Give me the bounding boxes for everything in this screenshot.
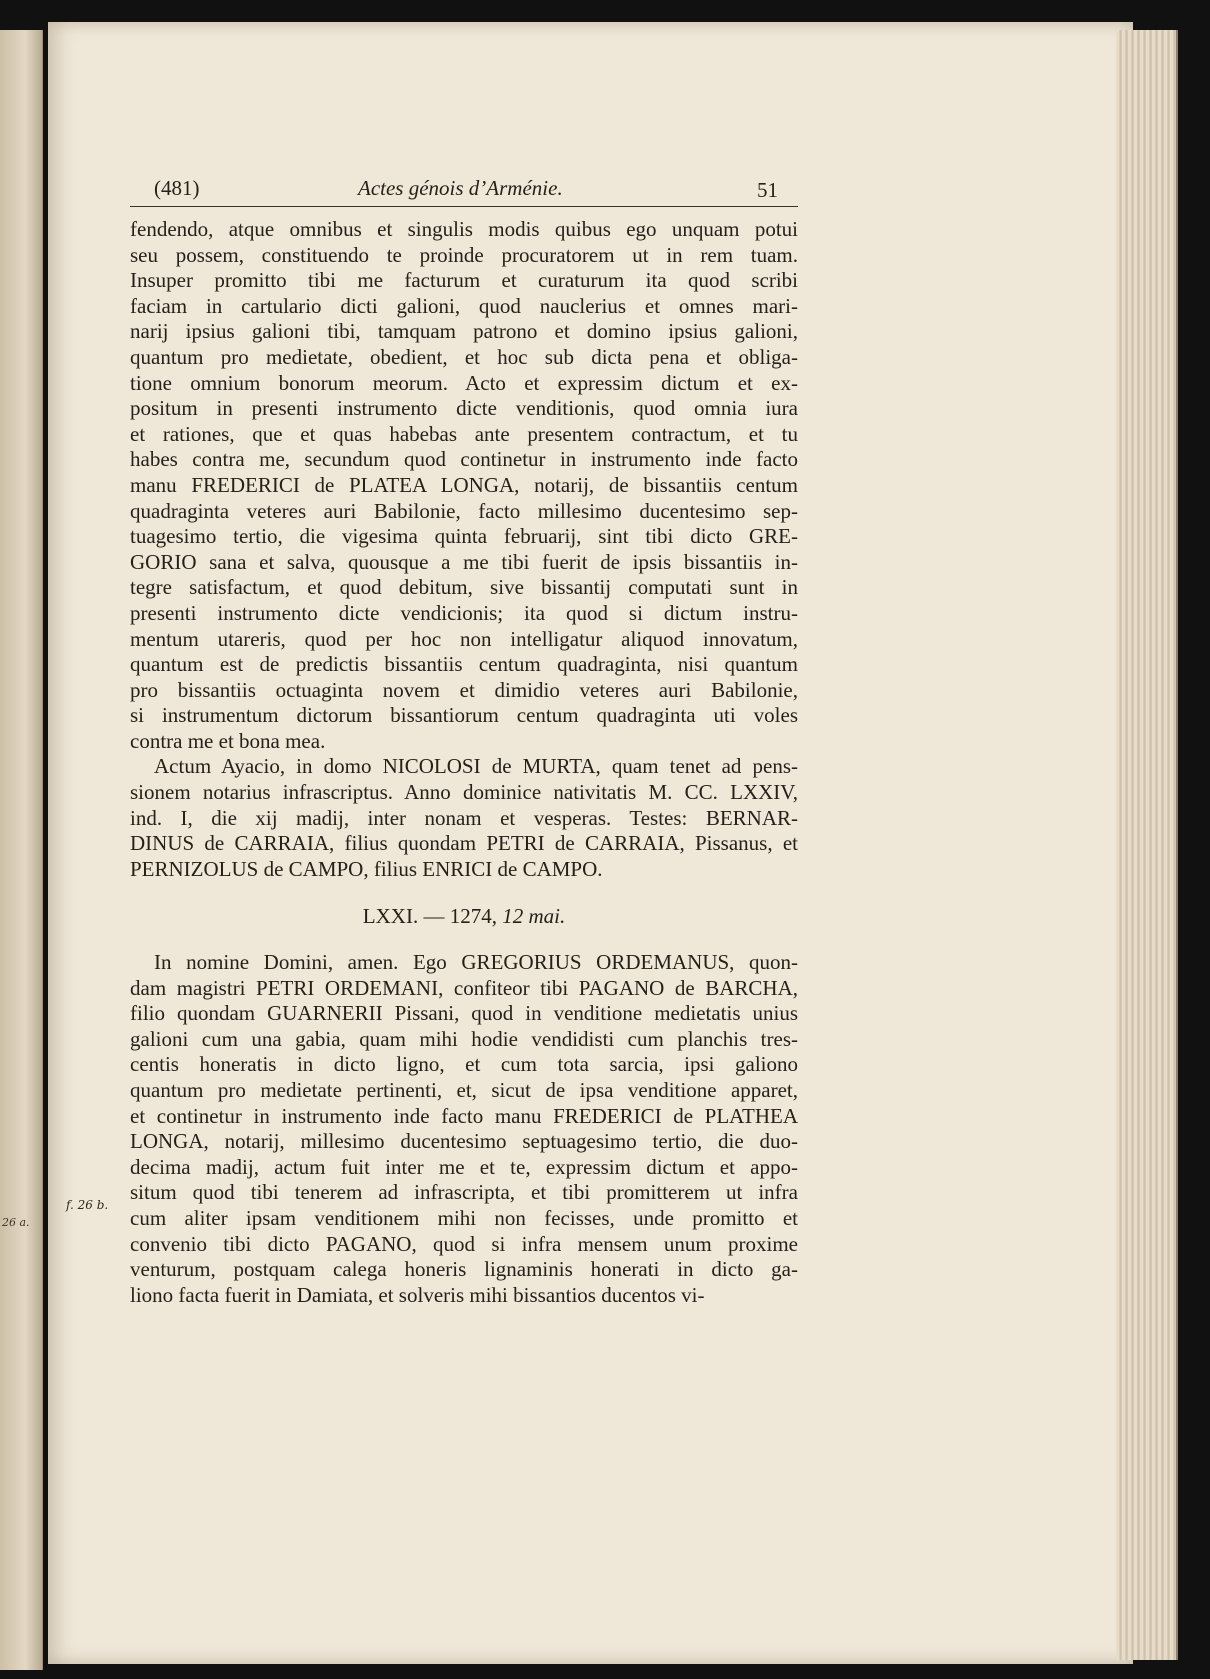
text-line: dam magistri PETRI ORDEMANI, confiteor tibi PAGANO de BARCHA, (130, 975, 798, 1000)
page-content (130, 170, 798, 1308)
text-line: narij ipsius galioni tibi, tamquam patrono et domino ipsius galioni, (130, 319, 798, 344)
text-line: seu possem, constituendo te proinde procuratorem ut in rem tuam. (130, 242, 798, 267)
left-page-margin-note: 26 a. (2, 1216, 30, 1229)
text-line: GORIO sana et salva, quousque a me tibi fuerit de ipsis bissantiis in- (130, 549, 798, 574)
text-line: habes contra me, secundum quod continetur in instrumento inde facto (130, 447, 798, 472)
text-line: In nomine Domini, amen. Ego GREGORIUS ORDEMANUS, quon- (154, 950, 798, 975)
running-title: Actes génois d’Arménie. (358, 176, 563, 200)
text-line: convenio tibi dicto PAGANO, quod si infra mensem unum proxime (130, 1231, 798, 1256)
text-line: tuagesimo tertio, die vigesima quinta februarij, sint tibi dicto GRE- (130, 524, 798, 549)
text-line: quadraginta veteres auri Babilonie, facto millesimo ducentesimo sep- (130, 498, 798, 523)
text-line: positum in presenti instrumento dicte venditionis, quod omnia iura (130, 396, 798, 421)
body-text (130, 217, 798, 1308)
text-line: Insuper promitto tibi me facturum et curaturum ita quod scribi (130, 268, 798, 293)
section-year: 1274, (449, 904, 497, 929)
text-line: decima madij, actum fuit inter me et te, expressim dictum et appo- (130, 1154, 798, 1179)
folio-margin-note: f. 26 b. (66, 1198, 109, 1212)
text-line: et continetur in instrumento inde facto manu FREDERICI de PLATHEA (130, 1103, 798, 1128)
text-line: centis honeratis in dicto ligno, et cum tota sarcia, ipsi galiono (130, 1052, 798, 1077)
text-line: mentum utareris, quod per hoc non intelligatur aliquod innovatum, (130, 626, 798, 651)
text-line: galioni cum una gabia, quam mihi hodie vendidisti cum planchis tres- (130, 1026, 798, 1051)
section-dash: — (423, 904, 445, 929)
text-line: pro bissantiis octuaginta novem et dimidio veteres auri Babilonie, (130, 677, 798, 702)
running-header (130, 170, 798, 207)
paragraph-in-nomine (130, 950, 798, 1308)
original-page-number: (481) (154, 176, 200, 200)
section-date: 12 mai. (502, 904, 566, 929)
text-line: ind. I, die xij madij, inter nonam et vesperas. Testes: BERNAR- (130, 805, 798, 830)
paragraph-continuation (130, 217, 798, 754)
text-line: DINUS de CARRAIA, filius quondam PETRI de CARRAIA, Pissanus, et (130, 831, 798, 856)
text-line: presenti instrumento dicte vendicionis; ita quod si dictum instru- (130, 600, 798, 625)
section-heading (130, 904, 798, 930)
text-line: faciam in cartulario dicti galioni, quod nauclerius et omnes mari- (130, 293, 798, 318)
text-line: fendendo, atque omnibus et singulis modis quibus ego unquam potui (130, 217, 798, 241)
text-line: cum aliter ipsam venditionem mihi non fecisses, unde promitto et (130, 1205, 798, 1230)
text-line: contra me et bona mea. (130, 728, 326, 753)
text-line: venturum, postquam calega honeris lignaminis honerati in dicto ga- (130, 1257, 798, 1282)
text-line: liono facta fuerit in Damiata, et solveris mihi bissantios ducentos vi- (130, 1282, 705, 1307)
previous-page-edge (0, 30, 43, 1670)
text-line: quantum est de predictis bissantiis centum quadraginta, nisi quantum (130, 652, 798, 677)
text-line: si instrumentum dictorum bissantiorum centum quadraginta uti voles (130, 703, 798, 728)
text-line: tegre satisfactum, et quod debitum, sive bissantij computati sunt in (130, 575, 798, 600)
section-number: LXXI. (362, 904, 419, 929)
text-line: et rationes, que et quas habebas ante presentem contractum, et tu (130, 421, 798, 446)
text-line: quantum pro medietate pertinenti, et, sicut de ipsa venditione apparet, (130, 1078, 798, 1102)
page-stack-edges (1116, 30, 1178, 1660)
text-line: tione omnium bonorum meorum. Acto et expressim dictum et ex- (130, 370, 798, 395)
text-line: Actum Ayacio, in domo NICOLOSI de MURTA, quam tenet ad pens- (154, 754, 798, 779)
text-line: quantum pro medietate, obedient, et hoc sub dicta pena et obliga- (130, 344, 798, 369)
page-number: 51 (757, 178, 778, 202)
text-line: LONGA, notarij, millesimo ducentesimo septuagesimo tertio, die duo- (130, 1129, 798, 1154)
text-line: filio quondam GUARNERII Pissani, quod in venditione medietatis unius (130, 1001, 798, 1026)
text-line: situm quod tibi tenerem ad infrascripta, et tibi promitterem ut infra (130, 1180, 798, 1205)
text-line: PERNIZOLUS de CAMPO, filius ENRICI de CAMPO. (130, 856, 603, 881)
text-line: manu FREDERICI de PLATEA LONGA, notarij, de bissantiis centum (130, 472, 798, 497)
text-line: sionem notarius infrascriptus. Anno dominice nativitatis M. CC. LXXIV, (130, 780, 798, 805)
paragraph-actum (130, 754, 798, 882)
